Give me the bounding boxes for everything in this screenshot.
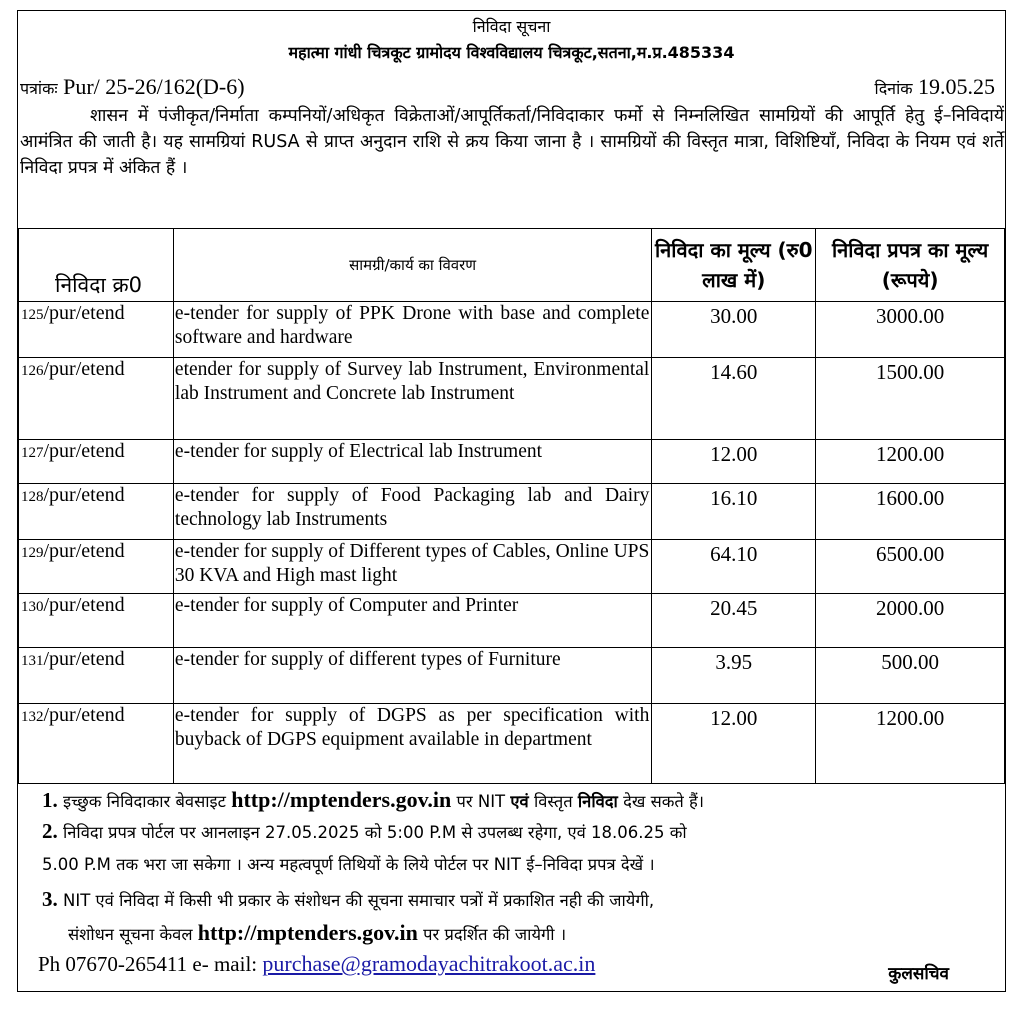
description-cell: e-tender for supply of Different types of Cables, Online UPS 30 KVA and High mast light — [173, 540, 651, 594]
header-form-fee: निविदा प्रपत्र का मूल्य (रूपये) — [816, 229, 1005, 302]
value-cell: 14.60 — [652, 358, 816, 440]
table-row — [19, 704, 1005, 784]
tender-no-cell: 125/pur/etend — [19, 302, 174, 358]
fee-cell: 500.00 — [816, 648, 1005, 704]
description-cell: etender for supply of Survey lab Instrument, Environmental lab Instrument and Concrete lab Instrument — [173, 358, 651, 440]
reference-value: Pur/ 25-26/162(D-6) — [63, 74, 245, 99]
date-label: दिनांक — [874, 79, 913, 98]
date-value: 19.05.25 — [918, 74, 995, 99]
contact-line — [38, 951, 595, 977]
tender-no-cell: 128/pur/etend — [19, 484, 174, 540]
description-cell: e-tender for supply of DGPS as per specification with buyback of DGPS equipment available in department — [173, 704, 651, 784]
fee-cell: 6500.00 — [816, 540, 1005, 594]
mptenders-link-2[interactable]: http://mptenders.gov.in — [197, 920, 418, 945]
description-cell: e-tender for supply of different types of Furniture — [173, 648, 651, 704]
value-cell: 12.00 — [652, 704, 816, 784]
phone-text: Ph 07670-265411 e- mail: — [38, 952, 258, 976]
registrar-signature: कुलसचिव — [888, 964, 949, 984]
email-link[interactable]: purchase@gramodayachitrakoot.ac.in — [262, 951, 596, 976]
organization-name: महात्मा गांधी चित्रकूट ग्रामोदय विश्वविद्यालय चित्रकूट,सतना,म.प्र.485334 — [288, 43, 735, 62]
tender-no-cell: 132/pur/etend — [19, 704, 174, 784]
table-row — [19, 358, 1005, 440]
notice-title: निविदा सूचना — [472, 17, 551, 36]
header-tender-no: निविदा क्र0 — [19, 229, 174, 302]
value-cell: 64.10 — [652, 540, 816, 594]
fee-cell: 1200.00 — [816, 704, 1005, 784]
table-row — [19, 594, 1005, 648]
tender-no-cell: 129/pur/etend — [19, 540, 174, 594]
fee-cell: 1200.00 — [816, 440, 1005, 484]
value-cell: 3.95 — [652, 648, 816, 704]
description-cell: e-tender for supply of Food Packaging lab and Dairy technology lab Instruments — [173, 484, 651, 540]
tender-notice — [17, 10, 1006, 992]
note-2: 2. निविदा प्रपत्र पोर्टल पर आनलाइन 27.05.2025 को 5:00 P.M से उपलब्ध रहेगा, एवं 18.06.25 को — [42, 819, 687, 843]
header-tender-value: निविदा का मूल्य (रु0 लाख में) — [652, 229, 816, 302]
value-cell: 16.10 — [652, 484, 816, 540]
description-cell: e-tender for supply of Computer and Printer — [173, 594, 651, 648]
notice-date — [875, 74, 995, 100]
table-header-row — [19, 229, 1005, 302]
table-row — [19, 648, 1005, 704]
reference-label: पत्रांकः — [20, 79, 58, 98]
intro-paragraph: शासन में पंजीकृत/निर्माता कम्पनियों/अधिकृत विक्रेताओं/आपूर्तिकर्ता/निविदाकार फर्मो से निम्नलिखित सामग्रियों की आपूर्ति हेतु ई–निविदायें आमंत्रित की जाती है। यह सामग्रियां RUSA से प्राप्त अनुदान राशि से क्रय किया जाना है । सामग्रियों की विस्तृत मात्रा, विशिष्टियॉं, निविदा के नियम एवं शर्ते निविदा प्रपत्र में अंकित हैं । — [20, 106, 1004, 178]
header-description: सामग्री/कार्य का विवरण — [173, 229, 651, 302]
table-row — [19, 484, 1005, 540]
value-cell: 20.45 — [652, 594, 816, 648]
value-cell: 12.00 — [652, 440, 816, 484]
tender-table — [18, 228, 1005, 784]
description-cell: e-tender for supply of Electrical lab Instrument — [173, 440, 651, 484]
description-cell: e-tender for supply of PPK Drone with base and complete software and hardware — [173, 302, 651, 358]
fee-cell: 3000.00 — [816, 302, 1005, 358]
fee-cell: 1500.00 — [816, 358, 1005, 440]
tender-no-cell: 127/pur/etend — [19, 440, 174, 484]
tender-no-cell: 131/pur/etend — [19, 648, 174, 704]
note-2-continued: 5.00 P.M तक भरा जा सकेगा । अन्य महत्वपूर्ण तिथियों के लिये पोर्टल पर NIT ई–निविदा प्रपत्र देखें । — [42, 855, 655, 874]
fee-cell: 1600.00 — [816, 484, 1005, 540]
tender-no-cell: 130/pur/etend — [19, 594, 174, 648]
note-3-continued: संशोधन सूचना केवल http://mptenders.gov.in पर प्रदर्शित की जायेगी । — [68, 920, 567, 945]
note-1: 1. इच्छुक निविदाकार बेवसाइट http://mptenders.gov.in पर NIT एवं विस्तृत निविदा देख सकते हैं। — [42, 787, 705, 812]
note-3: 3. NIT एवं निविदा में किसी भी प्रकार के संशोधन की सूचना समाचार पत्रों में प्रकाशित नही की जायेगी, — [42, 887, 655, 911]
table-row — [19, 540, 1005, 594]
table-row — [19, 302, 1005, 358]
value-cell: 30.00 — [652, 302, 816, 358]
table-row — [19, 440, 1005, 484]
tender-no-cell: 126/pur/etend — [19, 358, 174, 440]
mptenders-link[interactable]: http://mptenders.gov.in — [231, 787, 452, 812]
reference-number — [20, 74, 245, 100]
fee-cell: 2000.00 — [816, 594, 1005, 648]
